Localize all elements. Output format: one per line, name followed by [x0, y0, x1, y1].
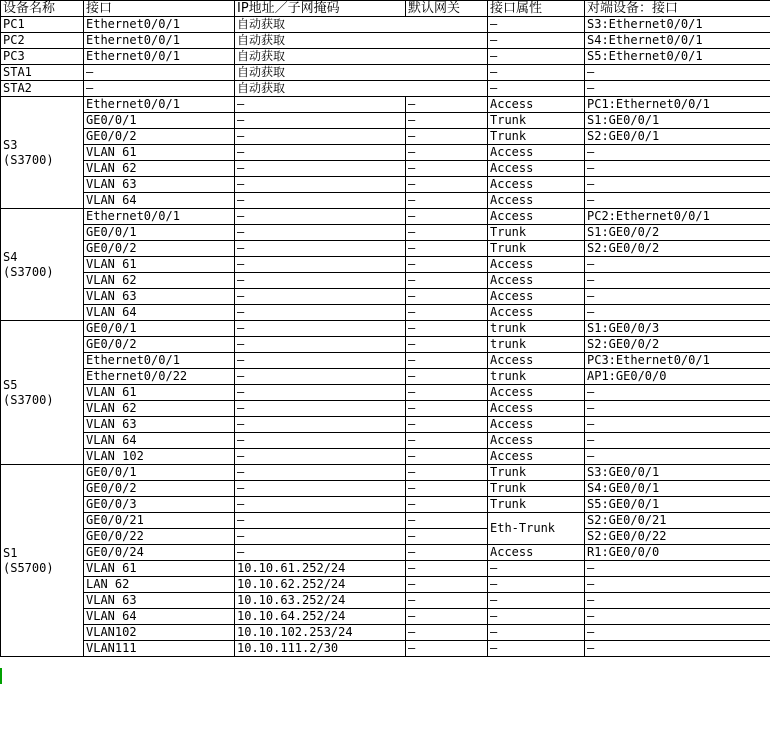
peer-cell: S1:GE0/0/2	[585, 225, 770, 241]
attribute-cell: –	[488, 561, 585, 577]
ip-cell: 10.10.63.252/24	[235, 593, 406, 609]
table-row	[1, 97, 770, 113]
table-row	[1, 513, 770, 529]
attribute-cell: Access	[488, 209, 585, 225]
gateway-cell: –	[406, 257, 488, 273]
attribute-cell: Access	[488, 417, 585, 433]
device-group-cell	[1, 209, 84, 321]
peer-cell: –	[585, 401, 770, 417]
interface-cell: GE0/0/21	[84, 513, 235, 529]
attribute-cell: Access	[488, 161, 585, 177]
attribute-cell: Access	[488, 145, 585, 161]
table-row	[1, 545, 770, 561]
interface-cell: VLAN 63	[84, 593, 235, 609]
ip-cell: –	[235, 465, 406, 481]
peer-cell: –	[585, 561, 770, 577]
attribute-cell: Access	[488, 433, 585, 449]
interface-cell: GE0/0/1	[84, 465, 235, 481]
device-group-cell	[1, 321, 84, 465]
peer-cell: –	[585, 641, 770, 657]
attribute-cell: trunk	[488, 321, 585, 337]
ip-cell: 自动获取	[235, 65, 488, 81]
gateway-cell: –	[406, 273, 488, 289]
interface-cell: GE0/0/22	[84, 529, 235, 545]
ip-cell: –	[235, 129, 406, 145]
ip-cell: –	[235, 97, 406, 113]
table-row	[1, 369, 770, 385]
interface-cell: Ethernet0/0/1	[84, 33, 235, 49]
table-row	[1, 161, 770, 177]
attribute-cell: –	[488, 49, 585, 65]
ip-cell: 10.10.61.252/24	[235, 561, 406, 577]
device-cell: STA1	[1, 65, 84, 81]
gateway-cell: –	[406, 129, 488, 145]
attribute-cell: Trunk	[488, 481, 585, 497]
table-row	[1, 129, 770, 145]
ip-cell: 10.10.64.252/24	[235, 609, 406, 625]
interface-cell: VLAN102	[84, 625, 235, 641]
interface-cell: GE0/0/2	[84, 241, 235, 257]
interface-cell: VLAN 102	[84, 449, 235, 465]
interface-cell: VLAN 63	[84, 417, 235, 433]
table-row	[1, 529, 770, 545]
gateway-cell: –	[406, 305, 488, 321]
gateway-cell: –	[406, 513, 488, 529]
interface-cell: GE0/0/1	[84, 225, 235, 241]
attribute-cell: Access	[488, 353, 585, 369]
interface-cell: VLAN 62	[84, 401, 235, 417]
interface-cell: GE0/0/2	[84, 481, 235, 497]
attribute-cell: Access	[488, 545, 585, 561]
table-row	[1, 577, 770, 593]
device-group-cell	[1, 97, 84, 209]
gateway-cell: –	[406, 209, 488, 225]
gateway-cell: –	[406, 481, 488, 497]
ip-cell: 10.10.102.253/24	[235, 625, 406, 641]
header-row	[1, 1, 770, 17]
attribute-cell: Trunk	[488, 129, 585, 145]
attribute-cell: Access	[488, 385, 585, 401]
ip-cell: –	[235, 449, 406, 465]
attribute-cell: trunk	[488, 369, 585, 385]
peer-cell: S1:GE0/0/3	[585, 321, 770, 337]
attribute-cell: Trunk	[488, 241, 585, 257]
device-group-cell	[1, 465, 84, 657]
attribute-cell: trunk	[488, 337, 585, 353]
ip-cell: –	[235, 145, 406, 161]
ip-cell: –	[235, 529, 406, 545]
peer-cell: S2:GE0/0/22	[585, 529, 770, 545]
attribute-cell: Access	[488, 401, 585, 417]
table-row	[1, 593, 770, 609]
table-row	[1, 113, 770, 129]
interface-cell: VLAN 62	[84, 273, 235, 289]
table-row	[1, 273, 770, 289]
interface-cell: VLAN 64	[84, 193, 235, 209]
interface-cell: Ethernet0/0/1	[84, 17, 235, 33]
ip-cell: –	[235, 289, 406, 305]
table-row	[1, 497, 770, 513]
ip-cell: –	[235, 177, 406, 193]
table-row	[1, 289, 770, 305]
ip-cell: 自动获取	[235, 17, 488, 33]
attribute-cell: –	[488, 81, 585, 97]
table-row	[1, 385, 770, 401]
peer-cell: S4:Ethernet0/0/1	[585, 33, 770, 49]
ip-cell: –	[235, 481, 406, 497]
gateway-cell: –	[406, 369, 488, 385]
peer-cell: S3:GE0/0/1	[585, 465, 770, 481]
ip-cell: 10.10.111.2/30	[235, 641, 406, 657]
table-row	[1, 65, 770, 81]
interface-cell: VLAN 61	[84, 385, 235, 401]
gateway-cell: –	[406, 417, 488, 433]
device-cell: STA2	[1, 81, 84, 97]
ip-cell: –	[235, 337, 406, 353]
attribute-cell: Access	[488, 289, 585, 305]
gateway-cell: –	[406, 193, 488, 209]
attribute-cell: Access	[488, 273, 585, 289]
peer-cell: PC2:Ethernet0/0/1	[585, 209, 770, 225]
ip-cell: 10.10.62.252/24	[235, 577, 406, 593]
attribute-cell: Access	[488, 449, 585, 465]
header-device: 设备名称	[1, 1, 84, 17]
interface-cell: Ethernet0/0/1	[84, 49, 235, 65]
peer-cell: S3:Ethernet0/0/1	[585, 17, 770, 33]
interface-cell: VLAN 63	[84, 177, 235, 193]
peer-cell: –	[585, 161, 770, 177]
interface-table-body	[1, 1, 770, 657]
ip-cell: –	[235, 417, 406, 433]
ip-cell: –	[235, 433, 406, 449]
table-row	[1, 225, 770, 241]
gateway-cell: –	[406, 497, 488, 513]
interface-cell: Ethernet0/0/1	[84, 353, 235, 369]
interface-cell: VLAN111	[84, 641, 235, 657]
peer-cell: S5:Ethernet0/0/1	[585, 49, 770, 65]
table-row	[1, 33, 770, 49]
gateway-cell: –	[406, 465, 488, 481]
table-row	[1, 241, 770, 257]
cell-selection-marker	[0, 668, 2, 684]
ip-cell: –	[235, 353, 406, 369]
attribute-cell: –	[488, 65, 585, 81]
peer-cell: S2:GE0/0/1	[585, 129, 770, 145]
device-name: S1	[3, 545, 18, 560]
ip-cell: –	[235, 401, 406, 417]
peer-cell: –	[585, 145, 770, 161]
peer-cell: –	[585, 193, 770, 209]
device-name: S4	[3, 249, 18, 264]
peer-cell: S4:GE0/0/1	[585, 481, 770, 497]
device-cell: PC3	[1, 49, 84, 65]
peer-cell: –	[585, 577, 770, 593]
table-row	[1, 81, 770, 97]
gateway-cell: –	[406, 625, 488, 641]
peer-cell: S1:GE0/0/1	[585, 113, 770, 129]
attribute-cell: Trunk	[488, 225, 585, 241]
table-row	[1, 433, 770, 449]
gateway-cell: –	[406, 609, 488, 625]
interface-cell: –	[84, 65, 235, 81]
ip-cell: –	[235, 161, 406, 177]
attribute-cell: Access	[488, 305, 585, 321]
table-row	[1, 177, 770, 193]
table-row	[1, 193, 770, 209]
table-row	[1, 641, 770, 657]
attribute-cell: –	[488, 609, 585, 625]
gateway-cell: –	[406, 113, 488, 129]
ip-cell: –	[235, 513, 406, 529]
table-row	[1, 321, 770, 337]
table-row	[1, 17, 770, 33]
gateway-cell: –	[406, 145, 488, 161]
interface-cell: Ethernet0/0/22	[84, 369, 235, 385]
gateway-cell: –	[406, 353, 488, 369]
table-row	[1, 257, 770, 273]
attribute-cell: Access	[488, 177, 585, 193]
peer-cell: PC1:Ethernet0/0/1	[585, 97, 770, 113]
gateway-cell: –	[406, 321, 488, 337]
peer-cell: –	[585, 177, 770, 193]
peer-cell: –	[585, 417, 770, 433]
gateway-cell: –	[406, 641, 488, 657]
interface-cell: GE0/0/2	[84, 337, 235, 353]
attribute-cell: –	[488, 593, 585, 609]
gateway-cell: –	[406, 337, 488, 353]
ip-cell: –	[235, 369, 406, 385]
gateway-cell: –	[406, 593, 488, 609]
table-row	[1, 449, 770, 465]
peer-cell: S2:GE0/0/21	[585, 513, 770, 529]
attribute-cell: Trunk	[488, 465, 585, 481]
gateway-cell: –	[406, 289, 488, 305]
peer-cell: S2:GE0/0/2	[585, 337, 770, 353]
interface-cell: GE0/0/1	[84, 321, 235, 337]
table-row	[1, 49, 770, 65]
device-name: S3	[3, 137, 18, 152]
gateway-cell: –	[406, 177, 488, 193]
attribute-cell: –	[488, 17, 585, 33]
table-row	[1, 625, 770, 641]
device-model: (S3700)	[3, 264, 54, 279]
ip-cell: 自动获取	[235, 33, 488, 49]
table-row	[1, 337, 770, 353]
device-cell: PC2	[1, 33, 84, 49]
interface-cell: GE0/0/1	[84, 113, 235, 129]
ip-cell: –	[235, 545, 406, 561]
table-row	[1, 145, 770, 161]
ip-cell: 自动获取	[235, 81, 488, 97]
peer-cell: PC3:Ethernet0/0/1	[585, 353, 770, 369]
interface-cell: VLAN 62	[84, 161, 235, 177]
ip-cell: –	[235, 193, 406, 209]
gateway-cell: –	[406, 545, 488, 561]
peer-cell: –	[585, 65, 770, 81]
ip-cell: 自动获取	[235, 49, 488, 65]
peer-cell: –	[585, 305, 770, 321]
interface-cell: Ethernet0/0/1	[84, 209, 235, 225]
table-row	[1, 209, 770, 225]
peer-cell: –	[585, 273, 770, 289]
gateway-cell: –	[406, 561, 488, 577]
interface-cell: GE0/0/2	[84, 129, 235, 145]
peer-cell: –	[585, 433, 770, 449]
device-model: (S5700)	[3, 560, 54, 575]
interface-cell: –	[84, 81, 235, 97]
device-model: (S3700)	[3, 392, 54, 407]
header-gateway: 默认网关	[406, 1, 488, 17]
gateway-cell: –	[406, 433, 488, 449]
peer-cell: –	[585, 609, 770, 625]
interface-cell: VLAN 61	[84, 145, 235, 161]
table-row	[1, 417, 770, 433]
interface-cell: VLAN 61	[84, 561, 235, 577]
ip-cell: –	[235, 241, 406, 257]
peer-cell: –	[585, 385, 770, 401]
attribute-cell: –	[488, 577, 585, 593]
header-ip: IP地址／子网掩码	[235, 1, 406, 17]
ip-cell: –	[235, 305, 406, 321]
eth-trunk-cell: Eth-Trunk	[488, 513, 585, 545]
gateway-cell: –	[406, 449, 488, 465]
table-row	[1, 305, 770, 321]
peer-cell: –	[585, 257, 770, 273]
interface-cell: Ethernet0/0/1	[84, 97, 235, 113]
interface-cell: VLAN 64	[84, 433, 235, 449]
table-row	[1, 401, 770, 417]
interface-cell: GE0/0/24	[84, 545, 235, 561]
table-row	[1, 561, 770, 577]
attribute-cell: Access	[488, 193, 585, 209]
gateway-cell: –	[406, 225, 488, 241]
ip-cell: –	[235, 209, 406, 225]
table-row	[1, 481, 770, 497]
gateway-cell: –	[406, 161, 488, 177]
header-interface: 接口	[84, 1, 235, 17]
attribute-cell: Trunk	[488, 497, 585, 513]
peer-cell: S2:GE0/0/2	[585, 241, 770, 257]
device-cell: PC1	[1, 17, 84, 33]
ip-cell: –	[235, 257, 406, 273]
table-row	[1, 353, 770, 369]
peer-cell: R1:GE0/0/0	[585, 545, 770, 561]
attribute-cell: Access	[488, 97, 585, 113]
attribute-cell: Trunk	[488, 113, 585, 129]
attribute-cell: –	[488, 641, 585, 657]
attribute-cell: Access	[488, 257, 585, 273]
gateway-cell: –	[406, 577, 488, 593]
ip-cell: –	[235, 273, 406, 289]
ip-cell: –	[235, 497, 406, 513]
attribute-cell: –	[488, 625, 585, 641]
device-model: (S3700)	[3, 152, 54, 167]
ip-cell: –	[235, 113, 406, 129]
ip-cell: –	[235, 225, 406, 241]
interface-cell: VLAN 61	[84, 257, 235, 273]
header-attribute: 接口属性	[488, 1, 585, 17]
peer-cell: S5:GE0/0/1	[585, 497, 770, 513]
peer-cell: –	[585, 625, 770, 641]
header-peer: 对端设备：接口	[585, 1, 770, 17]
interface-cell: GE0/0/3	[84, 497, 235, 513]
interface-cell: VLAN 64	[84, 305, 235, 321]
peer-cell: AP1:GE0/0/0	[585, 369, 770, 385]
table-row	[1, 609, 770, 625]
interface-cell: VLAN 63	[84, 289, 235, 305]
ip-cell: –	[235, 321, 406, 337]
gateway-cell: –	[406, 529, 488, 545]
gateway-cell: –	[406, 241, 488, 257]
interface-cell: LAN 62	[84, 577, 235, 593]
ip-cell: –	[235, 385, 406, 401]
peer-cell: –	[585, 289, 770, 305]
peer-cell: –	[585, 81, 770, 97]
interface-cell: VLAN 64	[84, 609, 235, 625]
gateway-cell: –	[406, 97, 488, 113]
table-row	[1, 465, 770, 481]
gateway-cell: –	[406, 401, 488, 417]
peer-cell: –	[585, 449, 770, 465]
gateway-cell: –	[406, 385, 488, 401]
peer-cell: –	[585, 593, 770, 609]
device-name: S5	[3, 377, 18, 392]
attribute-cell: —	[488, 33, 585, 49]
